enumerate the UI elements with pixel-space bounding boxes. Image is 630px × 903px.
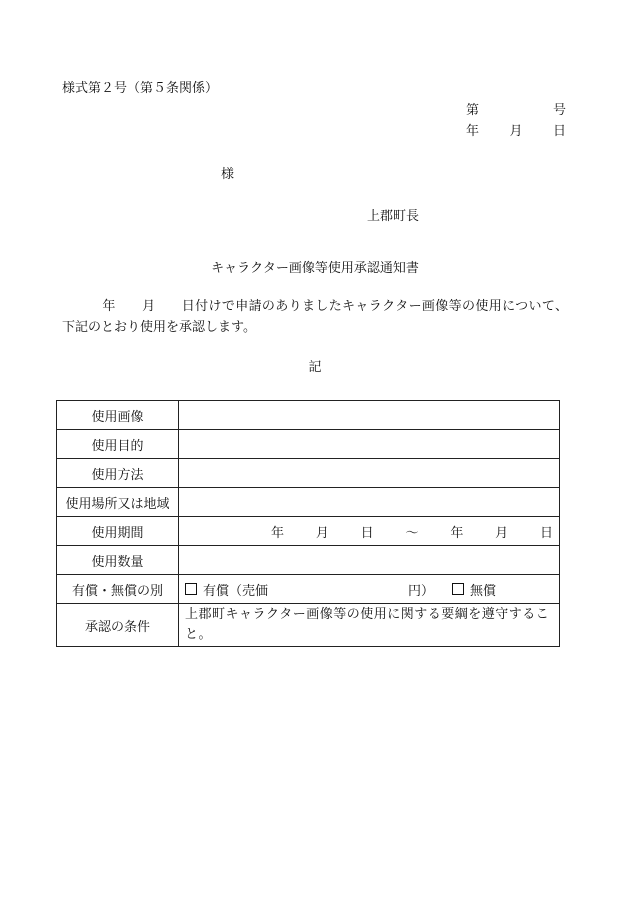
reference-dai: 第 [466,103,480,118]
issue-date [466,124,566,140]
ki-heading: 記 [308,360,322,375]
period-start-month: 月 [315,525,329,541]
row-value-usage-location [179,488,560,517]
paid-checkbox[interactable] [185,583,197,595]
yen-label: 円） [408,583,435,599]
issue-date-year: 年 [466,124,480,139]
period-start-day: 日 [360,525,374,541]
row-value-usage-purpose [179,430,560,459]
row-value-usage-quantity [179,546,560,575]
table-row [57,517,560,546]
table-row [57,430,560,459]
addressee: 様 [221,167,235,182]
body-month: 月 [141,299,156,314]
row-label: 使用期間 [57,517,179,546]
issuer: 上郡町長 [367,209,420,224]
table-row [57,604,560,647]
row-label: 使用画像 [57,401,179,430]
period-end-day: 日 [539,525,553,541]
form-number: 様式第２号（第５条関係） [62,81,219,96]
condition-text: 上郡町キャラクター画像等の使用に関する要綱を遵守すること。 [185,607,550,642]
document-title: キャラクター画像等使用承認通知書 [211,261,419,276]
reference-go: 号 [552,103,566,118]
body-text: 日付けで申請のありましたキャラクター画像等の使用について、下記のとおり使用を承認します。 [62,299,568,335]
table-row [57,488,560,517]
table-row [57,401,560,430]
body-paragraph [62,296,568,338]
period-tilde: ～ [405,525,419,541]
row-value-usage-period [179,517,560,546]
table-row [57,459,560,488]
period-end-year: 年 [450,525,464,541]
approval-table [56,400,560,647]
issue-date-day: 日 [552,124,566,139]
reference-number [466,103,566,119]
issue-date-month: 月 [509,124,523,139]
table-row [57,575,560,604]
row-value-paid-free [179,575,560,604]
row-label: 承認の条件 [57,604,179,647]
period-end-month: 月 [495,525,509,541]
row-label: 使用方法 [57,459,179,488]
period-start-year: 年 [271,525,285,541]
row-label: 使用数量 [57,546,179,575]
row-value-usage-image [179,401,560,430]
table-row [57,546,560,575]
paid-label: 有償（売価 [203,583,269,599]
free-label: 無償 [470,583,497,599]
row-value-condition [179,604,560,647]
free-checkbox[interactable] [452,583,464,595]
row-label: 有償・無償の別 [57,575,179,604]
body-year: 年 [102,299,116,314]
row-label: 使用目的 [57,430,179,459]
row-label: 使用場所又は地域 [57,488,179,517]
row-value-usage-method [179,459,560,488]
